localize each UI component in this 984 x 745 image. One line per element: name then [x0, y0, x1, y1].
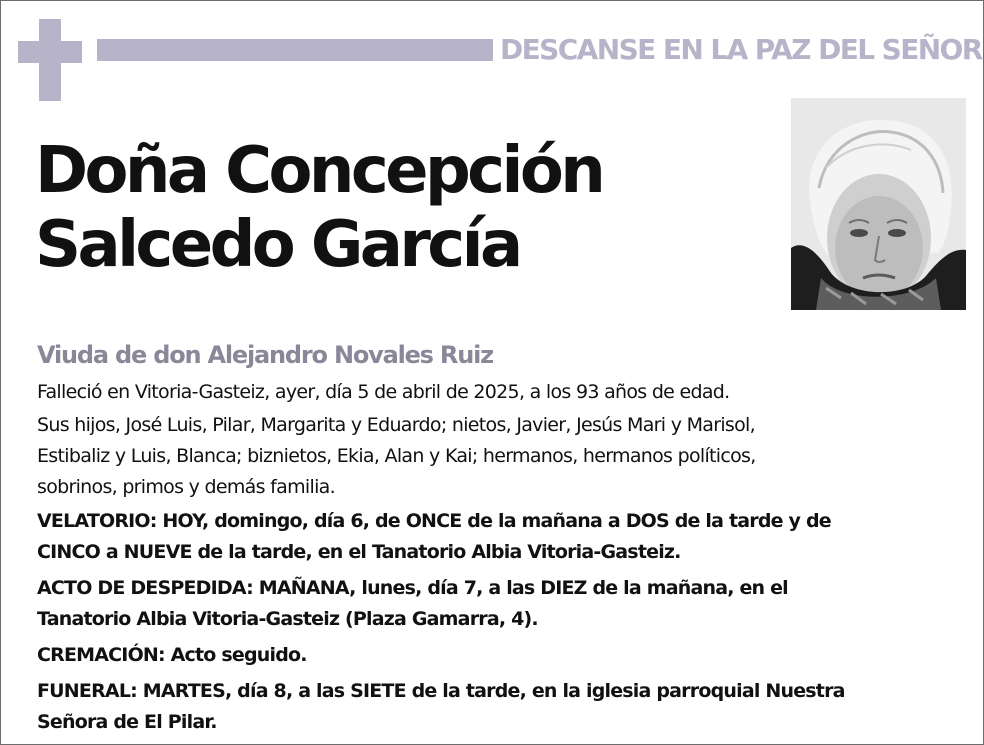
funeral-line-1: FUNERAL: MARTES, día 8, a las SIETE de la tarde, en la iglesia parroquial Nuestra — [37, 680, 845, 702]
name-line-2: Salcedo García — [35, 208, 520, 282]
cross-icon — [18, 19, 82, 101]
funeral-paragraph — [37, 676, 967, 738]
cremacion-paragraph: CREMACIÓN: Acto seguido. — [37, 644, 307, 666]
despedida-line-2: Tanatorio Albia Vitoria-Gasteiz (Plaza Gamarra, 4). — [37, 608, 538, 630]
velatorio-paragraph — [37, 506, 967, 568]
header-title: DESCANSE EN LA PAZ DEL SEÑOR — [500, 33, 982, 66]
deceased-name — [35, 134, 775, 282]
family-paragraph — [37, 410, 967, 503]
despedida-paragraph — [37, 573, 967, 635]
family-line-1: Sus hijos, José Luis, Pilar, Margarita y Eduardo; nietos, Javier, Jesús Mari y Marisol, — [37, 414, 755, 436]
name-line-1: Doña Concepción — [35, 134, 603, 208]
velatorio-line-1: VELATORIO: HOY, domingo, día 6, de ONCE de la mañana a DOS de la tarde y de — [37, 510, 831, 532]
velatorio-line-2: CINCO a NUEVE de la tarde, en el Tanatorio Albia Vitoria-Gasteiz. — [37, 541, 681, 563]
widow-subtitle: Viuda de don Alejandro Novales Ruiz — [37, 341, 493, 369]
funeral-line-2: Señora de El Pilar. — [37, 711, 217, 733]
death-notice: Falleció en Vitoria-Gasteiz, ayer, día 5 de abril de 2025, a los 93 años de edad. — [37, 381, 730, 403]
despedida-line-1: ACTO DE DESPEDIDA: MAÑANA, lunes, día 7, a las DIEZ de la mañana, en el — [37, 577, 788, 599]
header-bar — [97, 39, 493, 61]
notice-body — [37, 377, 967, 743]
portrait-photo — [791, 98, 966, 310]
family-line-2: Estibaliz y Luis, Blanca; biznietos, Ekia, Alan y Kai; hermanos, hermanos políticos, — [37, 445, 756, 467]
family-line-3: sobrinos, primos y demás familia. — [37, 476, 335, 498]
